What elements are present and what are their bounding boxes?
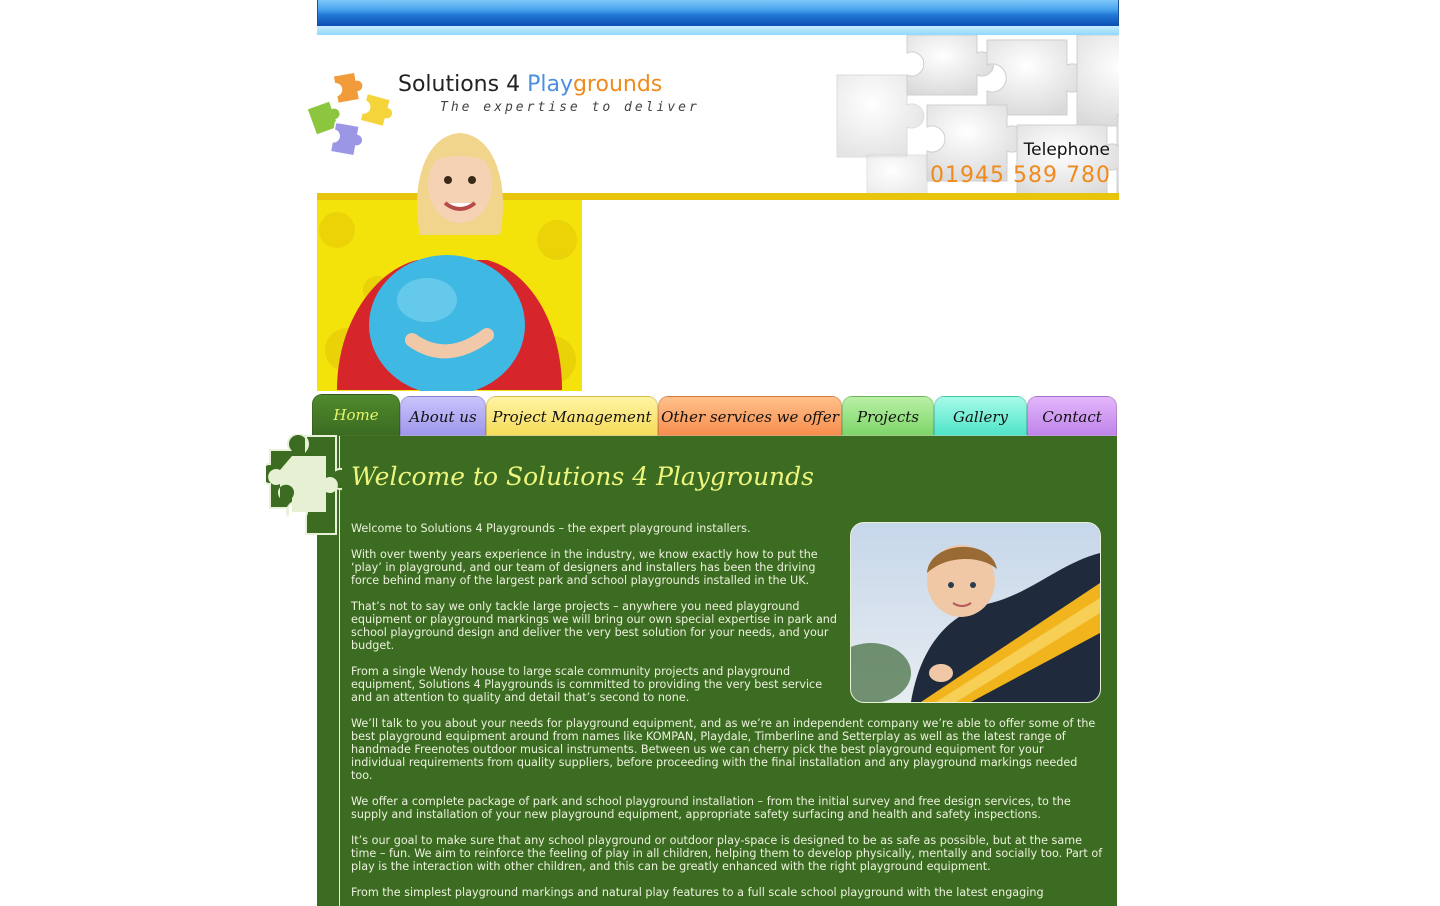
boy-on-slide-image-icon [851,523,1100,702]
telephone-number[interactable]: 01945 589 780 [930,163,1111,188]
site-tagline: The expertise to deliver [440,100,700,115]
nav-tab-projects[interactable] [842,396,934,436]
telephone-label: Telephone [1023,140,1110,160]
nav-tab-project-management-label: Project Management [492,408,652,426]
nav-tab-home-label: Home [333,406,379,424]
logo-brand-part3: grounds [572,72,663,97]
intro-paragraph-4: From a single Wendy house to large scale community projects and playground equipment, Solutions 4 Playgrounds is committed to providing the very best service and an attention to quality and detail that’s second to none. [351,665,823,704]
nav-tab-about-us[interactable] [400,396,486,436]
nav-tab-about-us-label: About us [409,408,477,426]
logo-brand-part2: Play [527,72,573,97]
intro-paragraph-6: We offer a complete package of park and school playground installation – from the initial survey and free design services, to the supply and installation of your new playground equipment, appropriate safety surfacing and health and safety inspections. [351,795,1071,821]
nav-tab-projects-label: Projects [857,408,919,426]
girl-face-image-icon [410,125,510,240]
intro-paragraph-5: We’ll talk to you about your needs for playground equipment, and as we’re an independent company we’re able to offer some of the best playground equipment around from names like KOMPAN, Playdale, Timberline and Setterplay as well as the latest range of handmade Freenotes outdoor musical instruments. Between us we can cherry pick the best playground equipment for your individual requirements from quality suppliers, before proceeding with the final installation and any playground markings needed too. [351,717,1096,782]
nav-tab-other-services-label: Other services we offer [661,408,839,426]
intro-paragraph-2: With over twenty years experience in the industry, we know exactly how to put the ‘play’ in playground, and our team of designers and installers has been the driving force behind many of the largest park and school playgrounds installed in the UK. [351,548,818,587]
nav-tab-gallery[interactable] [934,396,1027,436]
intro-paragraph-7: It’s our goal to make sure that any school playground or outdoor play-space is designed to be as safe as possible, but at the same time – fun. We aim to reinforce the feeling of play in all children, helping them to develop physically, mentally and socially too. Part of play is the interaction with other children, and this can be greatly enhanced with the right playground equipment. [351,834,1103,873]
top-banner-bar [317,0,1119,26]
puzzle-piece-icon [266,434,342,538]
site-logo-title[interactable] [398,72,662,97]
logo-brand-part1: Solutions 4 [398,72,528,97]
nav-tab-contact-label: Contact [1042,408,1102,426]
nav-tab-other-services[interactable] [658,396,842,436]
page-title: Welcome to Solutions 4 Playgrounds [351,462,814,491]
nav-tab-contact[interactable] [1027,396,1117,436]
intro-paragraph-1: Welcome to Solutions 4 Playgrounds – the expert playground installers. [351,522,751,535]
nav-tab-gallery-label: Gallery [952,408,1009,426]
top-banner-strip [317,26,1119,35]
intro-paragraph-8: From the simplest playground markings and natural play features to a full scale school playground with the latest engaging [351,886,1044,899]
intro-paragraph-3: That’s not to say we only tackle large projects – anywhere you need playground equipment or playground markings we will bring our own special expertise in park and school playground design and deliver the very best solution for your needs, and your budget. [351,600,837,652]
nav-tab-home[interactable] [312,394,400,436]
boy-on-slide-photo [850,522,1101,703]
nav-tab-project-management[interactable] [486,396,658,436]
